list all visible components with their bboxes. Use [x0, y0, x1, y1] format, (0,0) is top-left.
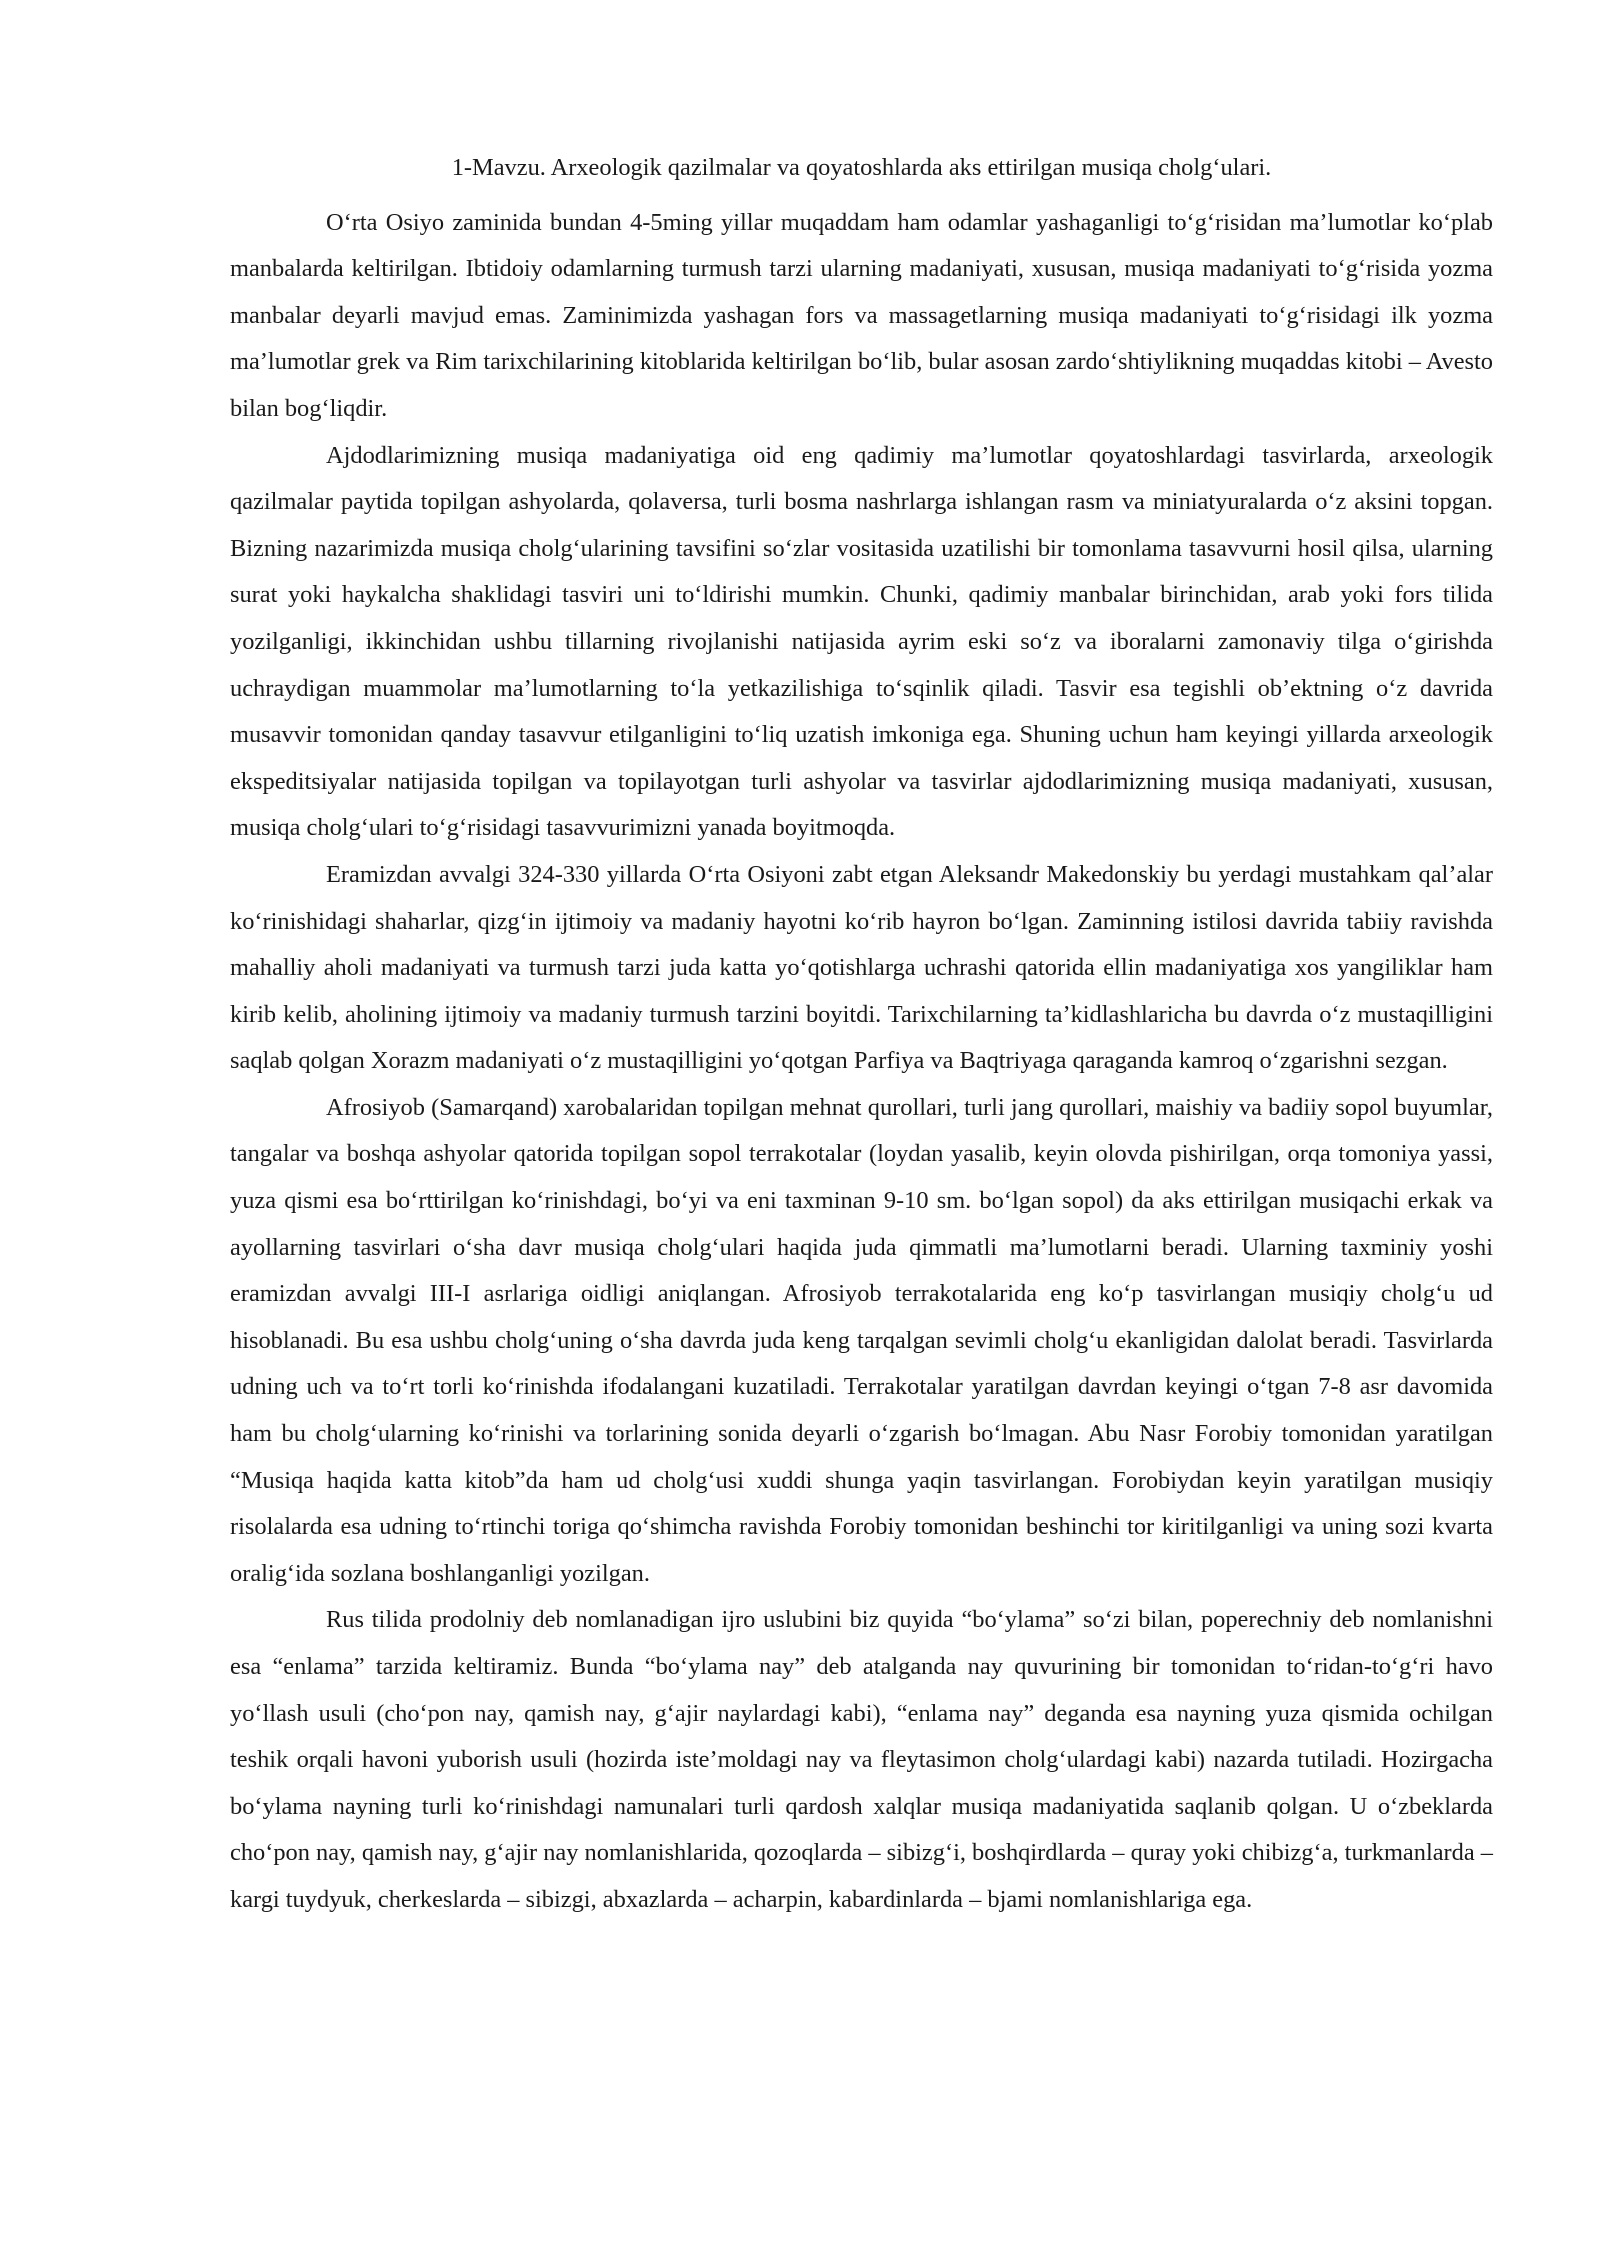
document-title: 1-Mavzu. Arxeologik qazilmalar va qoyatoshlarda aks ettirilgan musiqa cholg‘ulari.: [451, 154, 1272, 181]
paragraph-5: Rus tilida prodolniy deb nomlanadigan ijro uslubini biz quyida “bo‘ylama” so‘zi bilan, poperechniy deb nomlanishni esa “enlama” tarzida keltiramiz. Bunda “bo‘ylama nay” deb atalganda nay quvurining bir tomonidan to‘ridan-to‘g‘ri havo yo‘llash usuli (cho‘pon nay, qamish nay, g‘ajir naylardagi kabi), “enlama nay” deganda esa nayning yuza qismida ochilgan teshik orqali havoni yuborish usuli (hozirda iste’moldagi nay va fleytasimon cholg‘ulardagi kabi) nazarda tutiladi. Hozirgacha bo‘ylama nayning turli ko‘rinishdagi namunalari turli qardosh xalqlar musiqa madaniyatida saqlanib qolgan. U o‘zbeklarda cho‘pon nay, qamish nay, g‘ajir nay nomlanishlarida, qozoqlarda – sibizg‘i, boshqirdlarda – quray yoki chibizg‘a, turkmanlarda – kargi tuydyuk, cherkeslarda – sibizgi, abxazlarda – acharpin, kabardinlarda – bjami nomlanishlariga ega.: [230, 1606, 1493, 1913]
paragraph-4: Afrosiyob (Samarqand) xarobalaridan topilgan mehnat qurollari, turli jang qurollari, maishiy va badiiy sopol buyumlar, tangalar va boshqa ashyolar qatorida topilgan sopol terrakotalar (loydan yasalib, keyin olovda pishirilgan, orqa tomoniya yassi, yuza qismi esa bo‘rttirilgan ko‘rinishdagi, bo‘yi va eni taxminan 9-10 sm. bo‘lgan sopol) da aks ettirilgan musiqachi erkak va ayollarning tasvirlari o‘sha davr musiqa cholg‘ulari haqida juda qimmatli ma’lumotlarni beradi. Ularning taxminiy yoshi eramizdan avvalgi III-I asrlariga oidligi aniqlangan. Afrosiyob terrakotalarida eng ko‘p tasvirlangan musiqiy cholg‘u ud hisoblanadi. Bu esa ushbu cholg‘uning o‘sha davrda juda keng tarqalgan sevimli cholg‘u ekanligidan dalolat beradi. Tasvirlarda udning uch va to‘rt torli ko‘rinishda ifodalangani kuzatiladi. Terrakotalar yaratilgan davrdan keyingi o‘tgan 7-8 asr davomida ham bu cholg‘ularning ko‘rinishi va torlarining sonida deyarli o‘zgarish bo‘lmagan. Abu Nasr Forobiy tomonidan yaratilgan “Musiqa haqida katta kitob”da ham ud cholg‘usi xuddi shunga yaqin tasvirlangan. Forobiydan keyin yaratilgan musiqiy risolalarda esa udning to‘rtinchi toriga qo‘shimcha ravishda Forobiy tomonidan beshinchi tor kiritilganligi va uning sozi kvarta oralig‘ida sozlana boshlanganligi yozilgan.: [230, 1093, 1493, 1587]
paragraph-3: Eramizdan avvalgi 324-330 yillarda O‘rta Osiyoni zabt etgan Aleksandr Makedonskiy bu yerdagi mustahkam qal’alar ko‘rinishidagi shaharlar, qizg‘in ijtimoiy va madaniy hayotni ko‘rib hayron bo‘lgan. Zaminning istilosi davrida tabiiy ravishda mahalliy aholi madaniyati va turmush tarzi juda katta yo‘qotishlarga uchrashi qatorida ellin madaniyatiga xos yangiliklar ham kirib kelib, aholining ijtimoiy va madaniy turmush tarzini boyitdi. Tarixchilarning ta’kidlashlaricha bu davrda o‘z mustaqilligini saqlab qolgan Xorazm madaniyati o‘z mustaqilligini yo‘qotgan Parfiya va Baqtriyaga qaraganda kamroq o‘zgarishni sezgan.: [230, 860, 1493, 1075]
paragraph-2: Ajdodlarimizning musiqa madaniyatiga oid eng qadimiy ma’lumotlar qoyatoshlardagi tasvirlarda, arxeologik qazilmalar paytida topilgan ashyolarda, qolaversa, turli bosma nashrlarga ishlangan rasm va miniatyuralarda o‘z aksini topgan. Bizning nazarimizda musiqa cholg‘ularining tavsifini so‘zlar vositasida uzatilishi bir tomonlama tasavvurni hosil qilsa, ularning surat yoki haykalcha shaklidagi tasviri uni to‘ldirishi mumkin. Chunki, qadimiy manbalar birinchidan, arab yoki fors tilida yozilganligi, ikkinchidan ushbu tillarning rivojlanishi natijasida ayrim eski so‘z va iboralarni zamonaviy tilga o‘girishda uchraydigan muammolar ma’lumotlarning to‘la yetkazilishiga to‘sqinlik qiladi. Tasvir esa tegishli ob’ektning o‘z davrida musavvir tomonidan qanday tasavvur etilganligini to‘liq uzatish imkoniga ega. Shuning uchun ham keyingi yillarda arxeologik ekspeditsiyalar natijasida topilgan va topilayotgan turli ashyolar va tasvirlar ajdodlarimizning musiqa madaniyati, xususan, musiqa cholg‘ulari to‘g‘risidagi tasavvurimizni yanada boyitmoqda.: [230, 441, 1493, 842]
paragraph-1: O‘rta Osiyo zaminida bundan 4-5ming yillar muqaddam ham odamlar yashaganligi to‘g‘risidan ma’lumotlar ko‘plab manbalarda keltirilgan. Ibtidoiy odamlarning turmush tarzi ularning madaniyati, xususan, musiqa madaniyati to‘g‘risida yozma manbalar deyarli mavjud emas. Zaminimizda yashagan fors va massagetlarning musiqa madaniyati to‘g‘risidagi ilk yozma ma’lumotlar grek va Rim tarixchilarining kitoblarida keltirilgan bo‘lib, bular asosan zardo‘shtiylikning muqaddas kitobi – Avesto bilan bog‘liqdir.: [230, 208, 1493, 422]
document-page: [230, 145, 1493, 1924]
